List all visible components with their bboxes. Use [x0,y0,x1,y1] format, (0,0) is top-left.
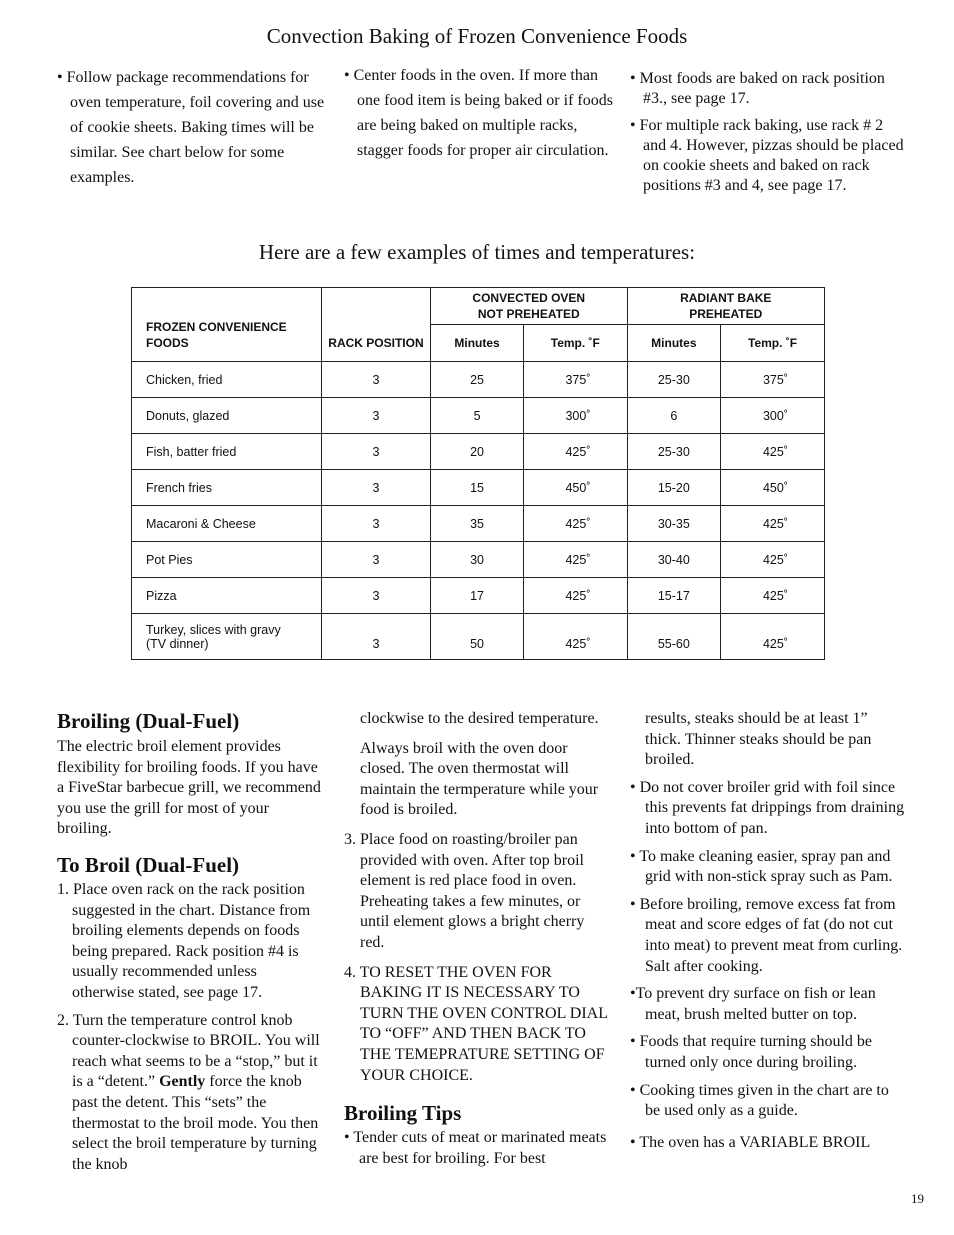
cell-rack: 3 [321,362,430,398]
cell-food: French fries [132,470,322,506]
broil-step-1: 1. Place oven rack on the rack position suggested in the chart. Distance from broiling elements depends on foods being prepared. Rack position #4 is usually recommended unless otherwise stated, see page 17. [57,880,311,1001]
cell-rad-temp: 425˚ [721,578,825,614]
table-intro: Here are a few examples of times and temperatures: [258,240,696,264]
page-number: 19 [911,1191,924,1206]
header-rack: RACK POSITION [321,288,430,362]
cell-rad-minutes: 30-40 [627,542,721,578]
cell-conv-minutes: 35 [431,506,524,542]
cell-rad-minutes: 25-30 [627,434,721,470]
cell-conv-temp: 425˚ [524,578,627,614]
header-rad-temp: Temp. ˚F [721,325,825,362]
table-row [132,470,825,506]
intro-rack-notes [630,69,905,203]
cell-rad-temp: 450˚ [721,470,825,506]
tip-remove-fat: • Before broiling, remove excess fat from meat and score edges of fat (do not cut into meat) to prevent meat from curling. Salt after cooking. [630,895,903,975]
to-broil-heading: To Broil (Dual-Fuel) [57,852,240,877]
cell-rad-temp: 300˚ [721,398,825,434]
cell-rack: 3 [321,578,430,614]
cell-conv-temp: 425˚ [524,542,627,578]
cell-conv-minutes: 50 [431,614,524,660]
cell-conv-temp: 450˚ [524,470,627,506]
cell-conv-temp: 300˚ [524,398,627,434]
intro-bullet-multirack: • For multiple rack baking, use rack # 2 and 4. However, pizzas should be placed on cookie sheets and baked on rack positions #3 and 4, see page 17. [630,117,904,194]
cell-conv-temp: 425˚ [524,434,627,470]
broil-step-2-emphasis: Gently [159,1073,206,1091]
cell-conv-temp: 425˚ [524,506,627,542]
cell-conv-minutes: 20 [431,434,524,470]
cell-conv-minutes: 25 [431,362,524,398]
cell-food: Turkey, slices with gravy (TV dinner) [132,614,322,660]
table-row [132,542,825,578]
table-row [132,434,825,470]
cell-food: Fish, batter fried [132,434,322,470]
table-row [132,398,825,434]
tip-cooking-times: • Cooking times given in the chart are to be used only as a guide. [630,1081,889,1120]
intro-bullet-center: • Center foods in the oven. If more than one food item is being baked or if foods are being baked on multiple racks, stagger foods for proper air circulation. [344,67,613,159]
cell-rad-minutes: 25-30 [627,362,721,398]
tip-tender-cuts-continued: results, steaks should be at least 1” thick. Thinner steaks should be pan broiled. [645,710,872,769]
broil-step-2-text: 2. Turn the temperature control knob counter-clockwise to BROIL. You will reach what seems to be a “stop,” but it is a “detent.” [57,1011,320,1091]
cell-rad-minutes: 6 [627,398,721,434]
header-food: FROZEN CONVENIENCE FOODS [132,288,322,362]
cell-conv-temp: 375˚ [524,362,627,398]
cell-rad-minutes: 15-17 [627,578,721,614]
cell-conv-minutes: 17 [431,578,524,614]
table-row [132,614,825,660]
intro-bullet-rack3: • Most foods are baked on rack position #3., see page 17. [630,70,885,107]
broil-step-3: 3. Place food on roasting/broiler pan provided with oven. After top broil element is red place food in oven. Preheating takes a few minutes, or until element glows a bright cherry red. [344,830,585,951]
broiling-tips-heading: Broiling Tips [344,1101,462,1126]
cell-rad-minutes: 30-35 [627,506,721,542]
broiling-column-2 [344,709,609,1169]
cell-conv-temp: 425˚ [524,614,627,660]
broiling-intro: The electric broil element provides flexibility for broiling foods. If you have a FiveStar barbecue grill, we recommend you use the grill for most of your broiling. [57,738,321,838]
table-row [132,362,825,398]
header-conv-minutes: Minutes [431,325,524,362]
tip-turning: • Foods that require turning should be turned only once during broiling. [630,1033,873,1071]
broil-step-2 [57,1011,323,1176]
broil-door-note: Always broil with the oven door closed. The oven thermostat will maintain the termperature while your food is broiled. [360,739,599,819]
intro-bullet-package: • Follow package recommendations for oven temperature, foil covering and use of cookie sheets. Baking times will be similar. See chart below for some examples. [57,69,325,186]
cell-rad-temp: 425˚ [721,434,825,470]
header-convected: CONVECTED OVEN NOT PREHEATED [431,288,628,325]
broil-step-2-text-cont: force the knob past the detent. This “sets” the thermostat to the broil mode. You then select the broil temperature by turning the knob [72,1073,319,1173]
cell-rad-temp: 425˚ [721,614,825,660]
table-row [132,506,825,542]
cell-rack: 3 [321,506,430,542]
cell-food: Pizza [132,578,322,614]
cell-food: Pot Pies [132,542,322,578]
tip-variable-broil: • The oven has a VARIABLE BROIL [630,1133,871,1151]
broiling-heading: Broiling (Dual-Fuel) [57,709,240,733]
header-conv-temp: Temp. ˚F [524,325,627,362]
header-radiant: RADIANT BAKE PREHEATED [627,288,825,325]
cell-rack: 3 [321,470,430,506]
cell-rad-minutes: 15-20 [627,470,721,506]
broil-step-2-continued: clockwise to the desired temperature. [360,710,599,727]
broiling-column-1 [57,708,323,1175]
tip-fish-butter: •To prevent dry surface on fish or lean meat, brush melted butter on top. [630,985,876,1023]
cell-rad-temp: 425˚ [721,542,825,578]
cell-conv-minutes: 5 [431,398,524,434]
table-row [132,578,825,614]
cell-rad-temp: 425˚ [721,506,825,542]
cell-rad-temp: 375˚ [721,362,825,398]
cell-rack: 3 [321,614,430,660]
times-temperatures-table [131,287,825,660]
cell-rack: 3 [321,398,430,434]
cell-food: Donuts, glazed [132,398,322,434]
header-rad-minutes: Minutes [627,325,721,362]
cell-rack: 3 [321,434,430,470]
cell-food: Chicken, fried [132,362,322,398]
cell-rad-minutes: 55-60 [627,614,721,660]
cell-conv-minutes: 30 [431,542,524,578]
tip-tender-cuts: • Tender cuts of meat or marinated meats are best for broiling. For best [344,1129,607,1167]
tip-no-foil: • Do not cover broiler grid with foil since this prevents fat drippings from draining into bottom of pan. [630,778,905,837]
broiling-column-3 [630,709,905,1153]
broil-step-4: 4. TO RESET THE OVEN FOR BAKING IT IS NECESSARY TO TURN THE OVEN CONTROL DIAL TO “OFF” AND THEN BACK TO THE TEMEPRATURE SETTING OF YOUR CHOICE. [344,963,608,1084]
cell-conv-minutes: 15 [431,470,524,506]
tip-cleaning: • To make cleaning easier, spray pan and grid with non-stick spray such as Pam. [630,847,893,886]
page-title: Convection Baking of Frozen Convenience Foods [266,24,688,48]
cell-food: Macaroni & Cheese [132,506,322,542]
cell-rack: 3 [321,542,430,578]
